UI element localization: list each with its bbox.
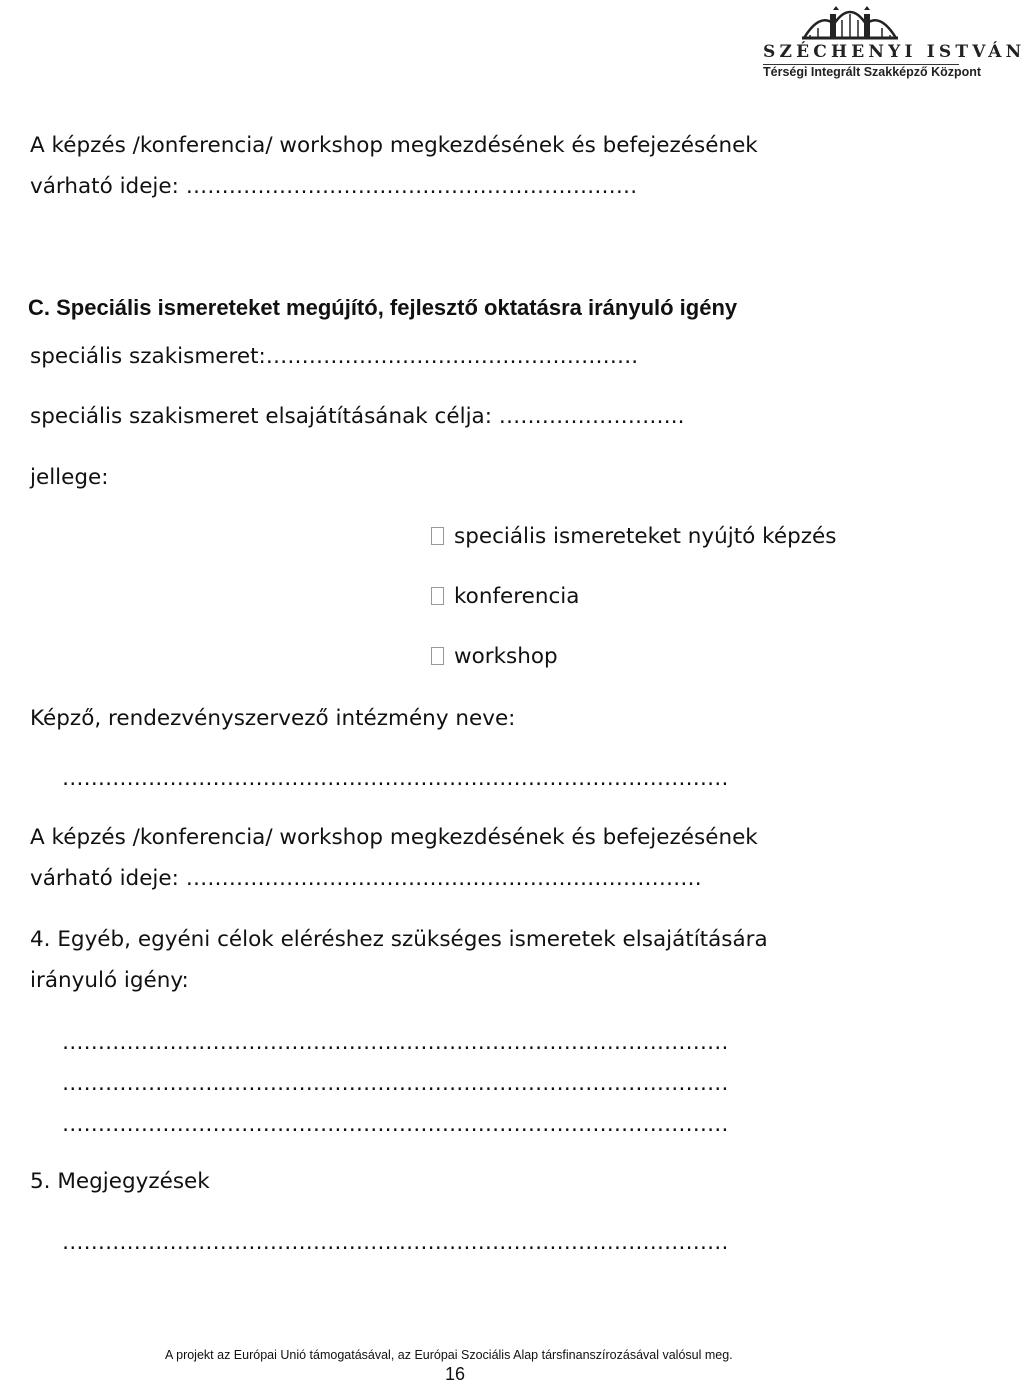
option-special-training[interactable] (431, 524, 836, 549)
option-label: speciális ismereteket nyújtó képzés (454, 524, 837, 549)
notes-field[interactable]: ………………………………………………………………………………… (62, 1230, 729, 1255)
logo-name: SZÉCHENYI ISTVÁN (763, 42, 1025, 62)
institution-field[interactable]: ………………………………………………………………………………… (62, 766, 729, 791)
section-4-heading-line2: irányuló igény: (30, 968, 189, 993)
section-5-heading: 5. Megjegyzések (30, 1169, 210, 1194)
checkbox[interactable] (431, 527, 444, 545)
date-text-line2: várható ideje: ……………………………………………………………… (30, 866, 702, 891)
date-text-line2: várható ideje: ……………………………………………………… (30, 174, 638, 199)
answer-line[interactable]: ………………………………………………………………………………… (62, 1071, 729, 1096)
bridge-icon (800, 2, 900, 42)
date-text-line1: A képzés /konferencia/ workshop megkezdésének és befejezésének (30, 133, 758, 158)
field-special-knowledge: speciális szakismeret:……………………………………………. (30, 344, 639, 369)
answer-line[interactable]: ………………………………………………………………………………… (62, 1030, 729, 1055)
option-label: konferencia (454, 584, 580, 609)
field-knowledge-goal: speciális szakismeret elsajátításának célja: …………………….. (30, 404, 685, 429)
checkbox[interactable] (431, 587, 444, 605)
option-workshop[interactable] (431, 644, 558, 669)
institution-label: Képző, rendezvényszervező intézmény neve: (30, 706, 516, 731)
answer-line[interactable]: ………………………………………………………………………………… (62, 1112, 729, 1137)
section-c-heading: C. Speciális ismereteket megújító, fejlesztő oktatásra irányuló igény (28, 295, 738, 320)
footer-text: A projekt az Európai Unió támogatásával, az Európai Szociális Alap társfinanszírozásával valósul meg. (165, 1348, 733, 1362)
date-text-line1: A képzés /konferencia/ workshop megkezdésének és befejezésének (30, 825, 758, 850)
jellege-label: jellege: (30, 465, 109, 490)
option-conference[interactable] (431, 584, 579, 609)
logo-subtitle: Térségi Integrált Szakképző Központ (763, 65, 982, 79)
option-label: workshop (454, 644, 558, 669)
checkbox[interactable] (431, 647, 444, 665)
section-4-heading-line1: 4. Egyéb, egyéni célok eléréshez szükséges ismeretek elsajátítására (30, 927, 768, 952)
page-number: 16 (445, 1364, 466, 1384)
